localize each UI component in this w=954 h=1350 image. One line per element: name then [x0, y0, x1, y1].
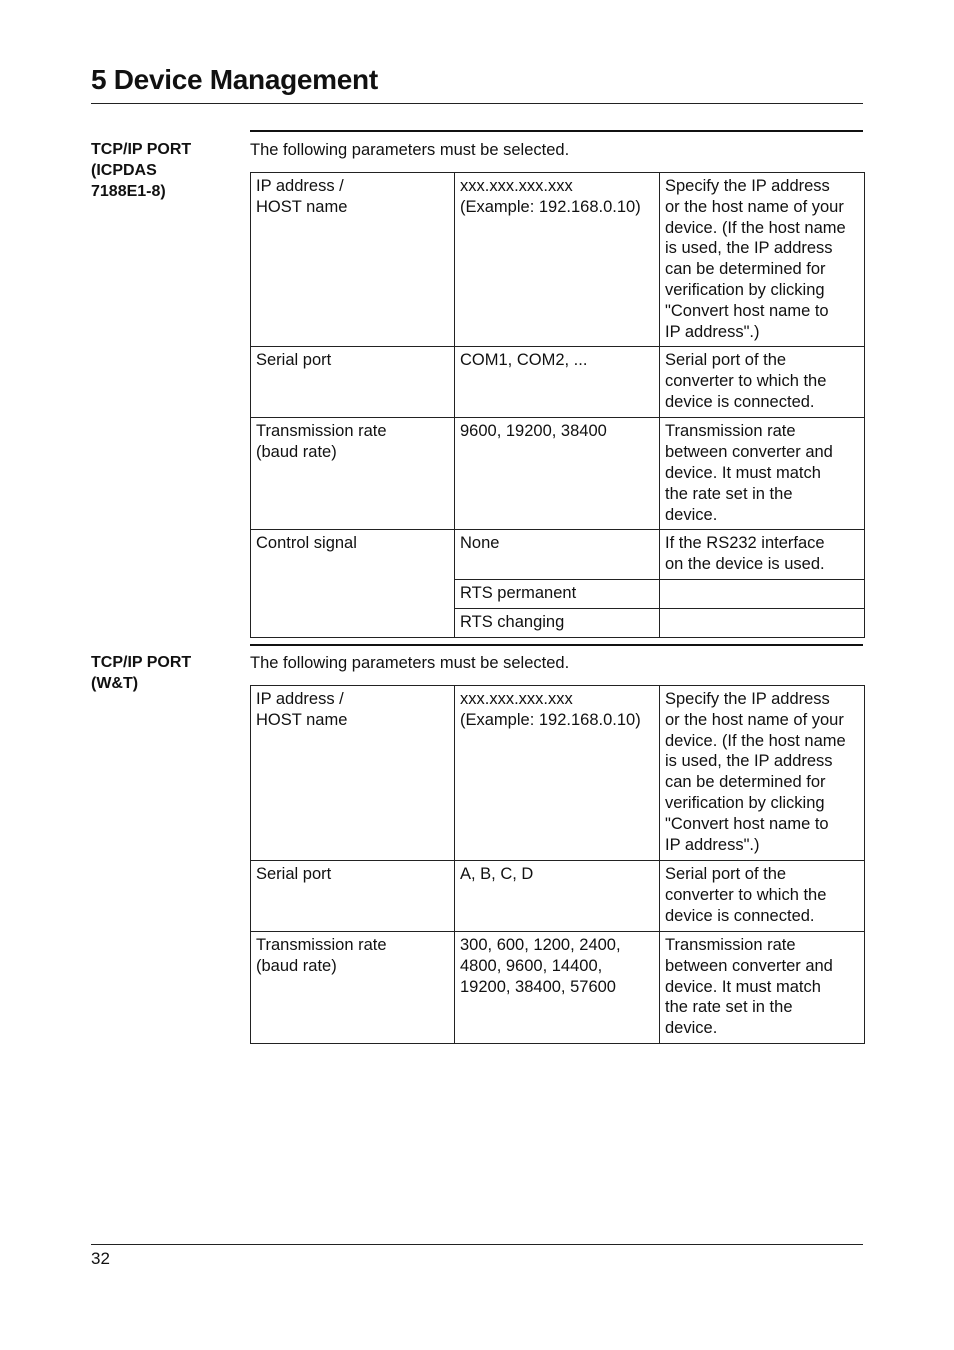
- value-cell: COM1, COM2, ...: [455, 347, 660, 418]
- section-label-line: (ICPDAS: [91, 162, 157, 179]
- description-cell: Serial port of the converter to which the device is connected.: [660, 347, 865, 418]
- description-cell: If the RS232 interface on the device is used.: [660, 530, 865, 580]
- description-cell: [660, 609, 865, 638]
- section-label-icpdas: [91, 139, 241, 202]
- description-cell: Specify the IP address or the host name of your device. (If the host name is used, the IP address can be determined for verification by clicking "Convert host name to IP address".): [660, 686, 865, 861]
- section-label-wt: [91, 652, 241, 694]
- table-row: [251, 932, 865, 1044]
- value-cell: A, B, C, D: [455, 861, 660, 932]
- section-label-line: 7188E1-8): [91, 183, 166, 200]
- table-row: [251, 861, 865, 932]
- section-label-line: TCP/IP PORT: [91, 141, 192, 158]
- table-row: [251, 347, 865, 418]
- table-row: [251, 173, 865, 347]
- section-intro: The following parameters must be selected.: [250, 141, 570, 159]
- param-cell: IP address / HOST name: [251, 173, 455, 347]
- description-cell: [660, 580, 865, 609]
- value-cell: xxx.xxx.xxx.xxx (Example: 192.168.0.10): [455, 686, 660, 861]
- footer-rule: [91, 1244, 863, 1245]
- section-intro: The following parameters must be selected.: [250, 654, 570, 672]
- description-cell: Transmission rate between converter and device. It must match the rate set in the device.: [660, 932, 865, 1044]
- table-row: [251, 686, 865, 861]
- section-rule: [250, 644, 863, 646]
- description-cell: Specify the IP address or the host name of your device. (If the host name is used, the IP address can be determined for verification by clicking "Convert host name to IP address".): [660, 173, 865, 347]
- description-cell: Serial port of the converter to which the device is connected.: [660, 861, 865, 932]
- section-label-line: (W&T): [91, 675, 139, 692]
- param-cell: Serial port: [251, 861, 455, 932]
- param-cell: IP address / HOST name: [251, 686, 455, 861]
- title-rule: [91, 103, 863, 104]
- param-cell: Serial port: [251, 347, 455, 418]
- param-cell: Control signal: [251, 530, 455, 638]
- description-cell: Transmission rate between converter and device. It must match the rate set in the device.: [660, 418, 865, 530]
- table-row: [251, 530, 865, 580]
- value-cell: 9600, 19200, 38400: [455, 418, 660, 530]
- param-cell: Transmission rate (baud rate): [251, 932, 455, 1044]
- table-row: [251, 418, 865, 530]
- value-cell: None: [455, 530, 660, 580]
- parameter-table-wt: [250, 685, 865, 1044]
- value-cell: 300, 600, 1200, 2400, 4800, 9600, 14400, 19200, 38400, 57600: [455, 932, 660, 1044]
- parameter-table-icpdas: [250, 172, 865, 638]
- page-number: 32: [91, 1249, 110, 1268]
- value-cell: RTS changing: [455, 609, 660, 638]
- param-cell: Transmission rate (baud rate): [251, 418, 455, 530]
- value-cell: xxx.xxx.xxx.xxx (Example: 192.168.0.10): [455, 173, 660, 347]
- section-rule: [250, 130, 863, 132]
- chapter-title: 5 Device Management: [91, 64, 378, 95]
- section-label-line: TCP/IP PORT: [91, 654, 192, 671]
- value-cell: RTS permanent: [455, 580, 660, 609]
